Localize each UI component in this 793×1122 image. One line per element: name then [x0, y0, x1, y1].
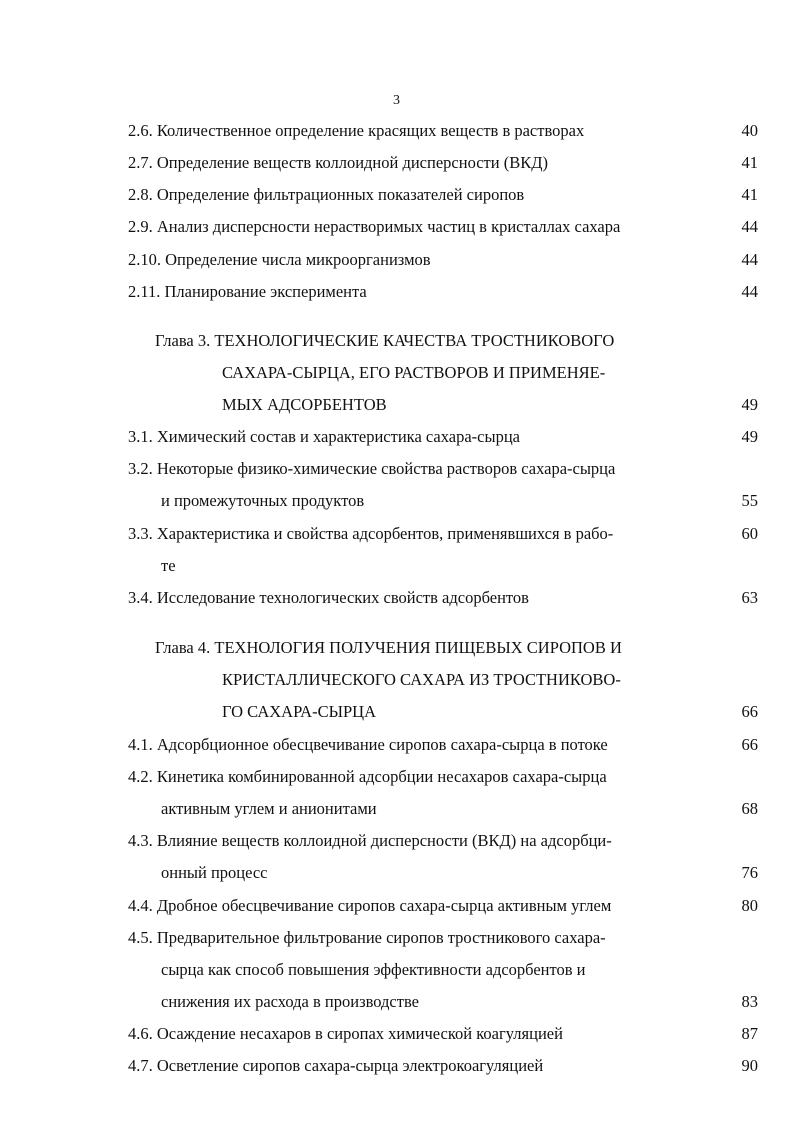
- toc-entry-text-continuation: те: [161, 556, 176, 575]
- chapter-title-line: МЫХ АДСОРБЕНТОВ: [222, 395, 387, 414]
- page-number: 3: [393, 93, 400, 108]
- chapter-title-line: КРИСТАЛЛИЧЕСКОГО САХАРА ИЗ ТРОСТНИКОВО-: [222, 670, 621, 689]
- toc-page-number: 66: [741, 702, 758, 721]
- toc-page-number: 41: [741, 153, 758, 172]
- toc-entry-text-continuation: сырца как способ повышения эффективности адсорбентов и: [161, 960, 586, 979]
- toc-entry-text: 4.7. Осветление сиропов сахара-сырца электрокоагуляцией: [128, 1056, 544, 1075]
- toc-page-number: 68: [741, 799, 758, 818]
- toc-entry-text: 2.10. Определение числа микроорганизмов: [128, 250, 431, 269]
- toc-entry-text: 2.9. Анализ дисперсности нерастворимых частиц в кристаллах сахара: [128, 217, 621, 236]
- toc-entry-text: 4.6. Осаждение несахаров в сиропах химической коагуляцией: [128, 1024, 563, 1043]
- toc-entry-text: 3.3. Характеристика и свойства адсорбентов, применявшихся в рабо-: [128, 524, 614, 543]
- toc-entry-text-continuation: онный процесс: [161, 863, 268, 882]
- toc-page-number: 87: [741, 1024, 758, 1043]
- toc-entry-text: 2.8. Определение фильтрационных показателей сиропов: [128, 185, 525, 204]
- chapter-title-line: САХАРА-СЫРЦА, ЕГО РАСТВОРОВ И ПРИМЕНЯЕ-: [222, 363, 606, 382]
- toc-page-number: 55: [741, 491, 758, 510]
- toc-entry-text: 4.5. Предварительное фильтрование сиропов тростникового сахара-: [128, 928, 606, 947]
- toc-page-number: 66: [741, 735, 758, 754]
- toc-entry-text: 4.1. Адсорбционное обесцвечивание сиропов сахара-сырца в потоке: [128, 735, 608, 754]
- toc-entry-text: 2.6. Количественное определение красящих веществ в растворах: [128, 121, 585, 140]
- toc-page-number: 90: [741, 1056, 758, 1075]
- toc-page-number: 44: [741, 282, 758, 301]
- toc-page-number: 49: [741, 395, 758, 414]
- toc-entry-text-continuation: и промежуточных продуктов: [161, 491, 365, 510]
- toc-entry-text: 3.4. Исследование технологических свойств адсорбентов: [128, 588, 529, 607]
- toc-page-number: 60: [741, 524, 758, 543]
- chapter-title-line: ГО САХАРА-СЫРЦА: [222, 702, 376, 721]
- toc-page-number: 40: [741, 121, 758, 140]
- toc-entry-text-continuation: снижения их расхода в производстве: [161, 992, 419, 1011]
- chapter-title-line: Глава 4. ТЕХНОЛОГИЯ ПОЛУЧЕНИЯ ПИЩЕВЫХ СИРОПОВ И: [155, 638, 622, 657]
- toc-entry-text: 3.1. Химический состав и характеристика сахара-сырца: [128, 427, 520, 446]
- toc-entry-text: 2.7. Определение веществ коллоидной дисперсности (ВКД): [128, 153, 548, 172]
- toc-page-number: 76: [741, 863, 758, 882]
- toc-page-number: 41: [741, 185, 758, 204]
- toc-entry-text-continuation: активным углем и анионитами: [161, 799, 377, 818]
- toc-page-number: 49: [741, 427, 758, 446]
- toc-page-number: 83: [741, 992, 758, 1011]
- toc-entry-text: 3.2. Некоторые физико-химические свойства растворов сахара-сырца: [128, 459, 616, 478]
- toc-entry-text: 4.4. Дробное обесцвечивание сиропов сахара-сырца активным углем: [128, 896, 612, 915]
- chapter-title-line: Глава 3. ТЕХНОЛОГИЧЕСКИЕ КАЧЕСТВА ТРОСТНИКОВОГО: [155, 331, 615, 350]
- toc-entry-text: 4.2. Кинетика комбинированной адсорбции несахаров сахара-сырца: [128, 767, 607, 786]
- toc-entry-text: 2.11. Планирование эксперимента: [128, 282, 367, 301]
- toc-entry-text: 4.3. Влияние веществ коллоидной дисперсности (ВКД) на адсорбци-: [128, 831, 612, 850]
- toc-page-number: 44: [741, 217, 758, 236]
- toc-page-number: 44: [741, 250, 758, 269]
- toc-page-number: 63: [741, 588, 758, 607]
- toc-page-number: 80: [741, 896, 758, 915]
